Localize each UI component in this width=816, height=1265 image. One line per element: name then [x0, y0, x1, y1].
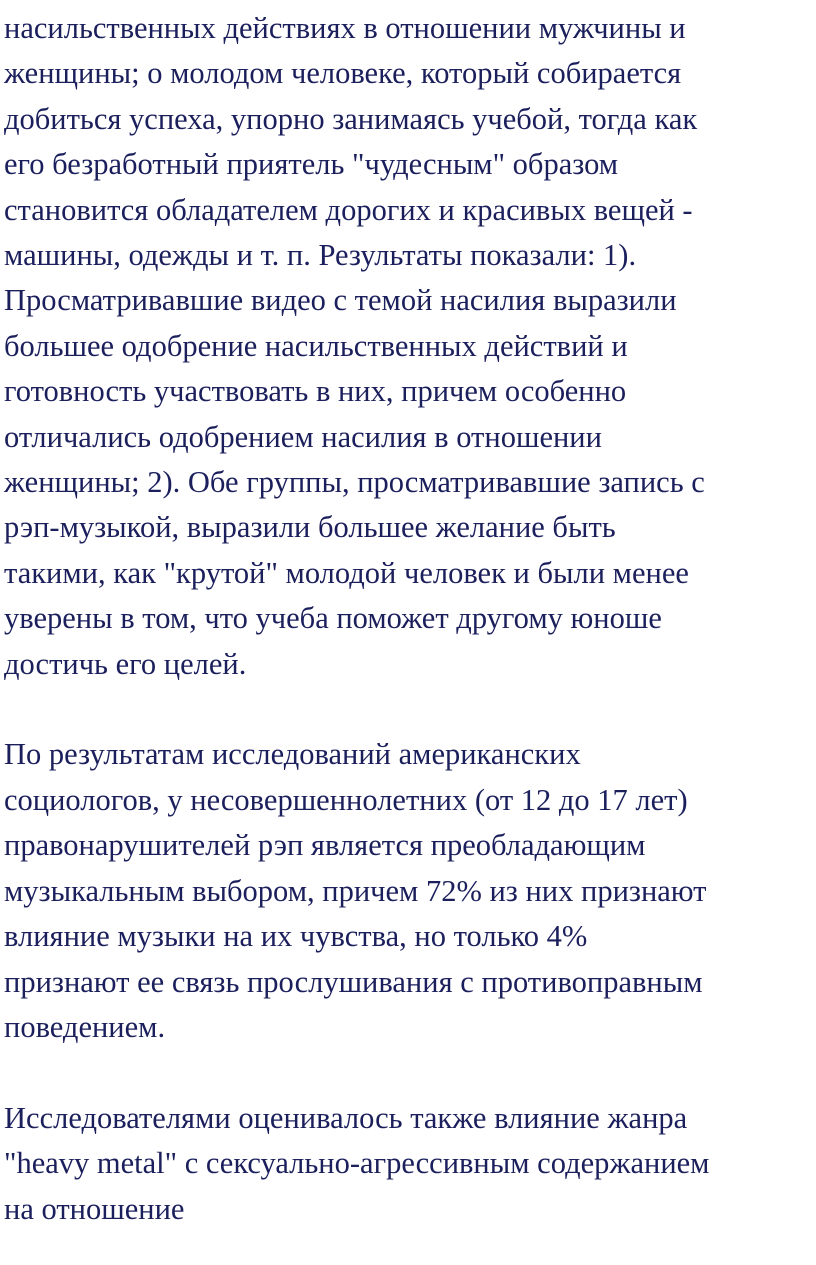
text-line: отличались одобрением насилия в отношении — [4, 419, 602, 454]
text-line: признают ее связь прослушивания с противоправным — [4, 964, 703, 999]
text-line: женщины; о молодом человеке, который собирается — [4, 56, 682, 91]
text-line: По результатам исследований американских — [4, 737, 581, 772]
text-line: насильственных действиях в отношении мужчины и — [4, 11, 686, 45]
text-line: музыкальным выбором, причем 72% из них признают — [4, 873, 707, 908]
paragraph-1 — [4, 6, 816, 687]
paragraph-spacer — [4, 687, 816, 732]
text-line: машины, одежды и т. п. Результаты показали: 1). — [4, 238, 637, 273]
paragraph-3 — [4, 1096, 816, 1232]
text-line: достичь его целей. — [4, 646, 247, 681]
paragraph-spacer — [4, 1050, 816, 1095]
text-line: готовность участвовать в них, причем особенно — [4, 374, 627, 409]
text-line: большее одобрение насильственных действий и — [4, 328, 628, 363]
text-line: "heavy metal" с сексуально-агрессивным содержанием — [4, 1146, 710, 1181]
text-line: уверены в том, что учеба поможет другому юноше — [4, 601, 662, 636]
text-line: его безработный приятель "чудесным" образом — [4, 147, 619, 182]
text-line: становится обладателем дорогих и красивых вещей - — [4, 192, 693, 227]
paragraph-2 — [4, 732, 816, 1050]
text-line: добиться успеха, упорно занимаясь учебой, тогда как — [4, 101, 698, 136]
text-line: Исследователями оценивалось также влияние жанра — [4, 1100, 688, 1135]
text-line: на отношение — [4, 1191, 185, 1226]
text-line: женщины; 2). Обе группы, просматривавшие запись с — [4, 465, 705, 500]
text-line: такими, как "крутой" молодой человек и были менее — [4, 555, 689, 590]
text-line: Просматривавшие видео с темой насилия выразили — [4, 283, 677, 318]
text-line: влияние музыки на их чувства, но только 4% — [4, 919, 588, 954]
text-line: правонарушителей рэп является преобладающим — [4, 828, 646, 863]
text-line: социологов, у несовершеннолетних (от 12 до 17 лет) — [4, 782, 688, 817]
text-line: поведением. — [4, 1009, 166, 1044]
text-line: рэп-музыкой, выразили большее желание быть — [4, 510, 616, 545]
